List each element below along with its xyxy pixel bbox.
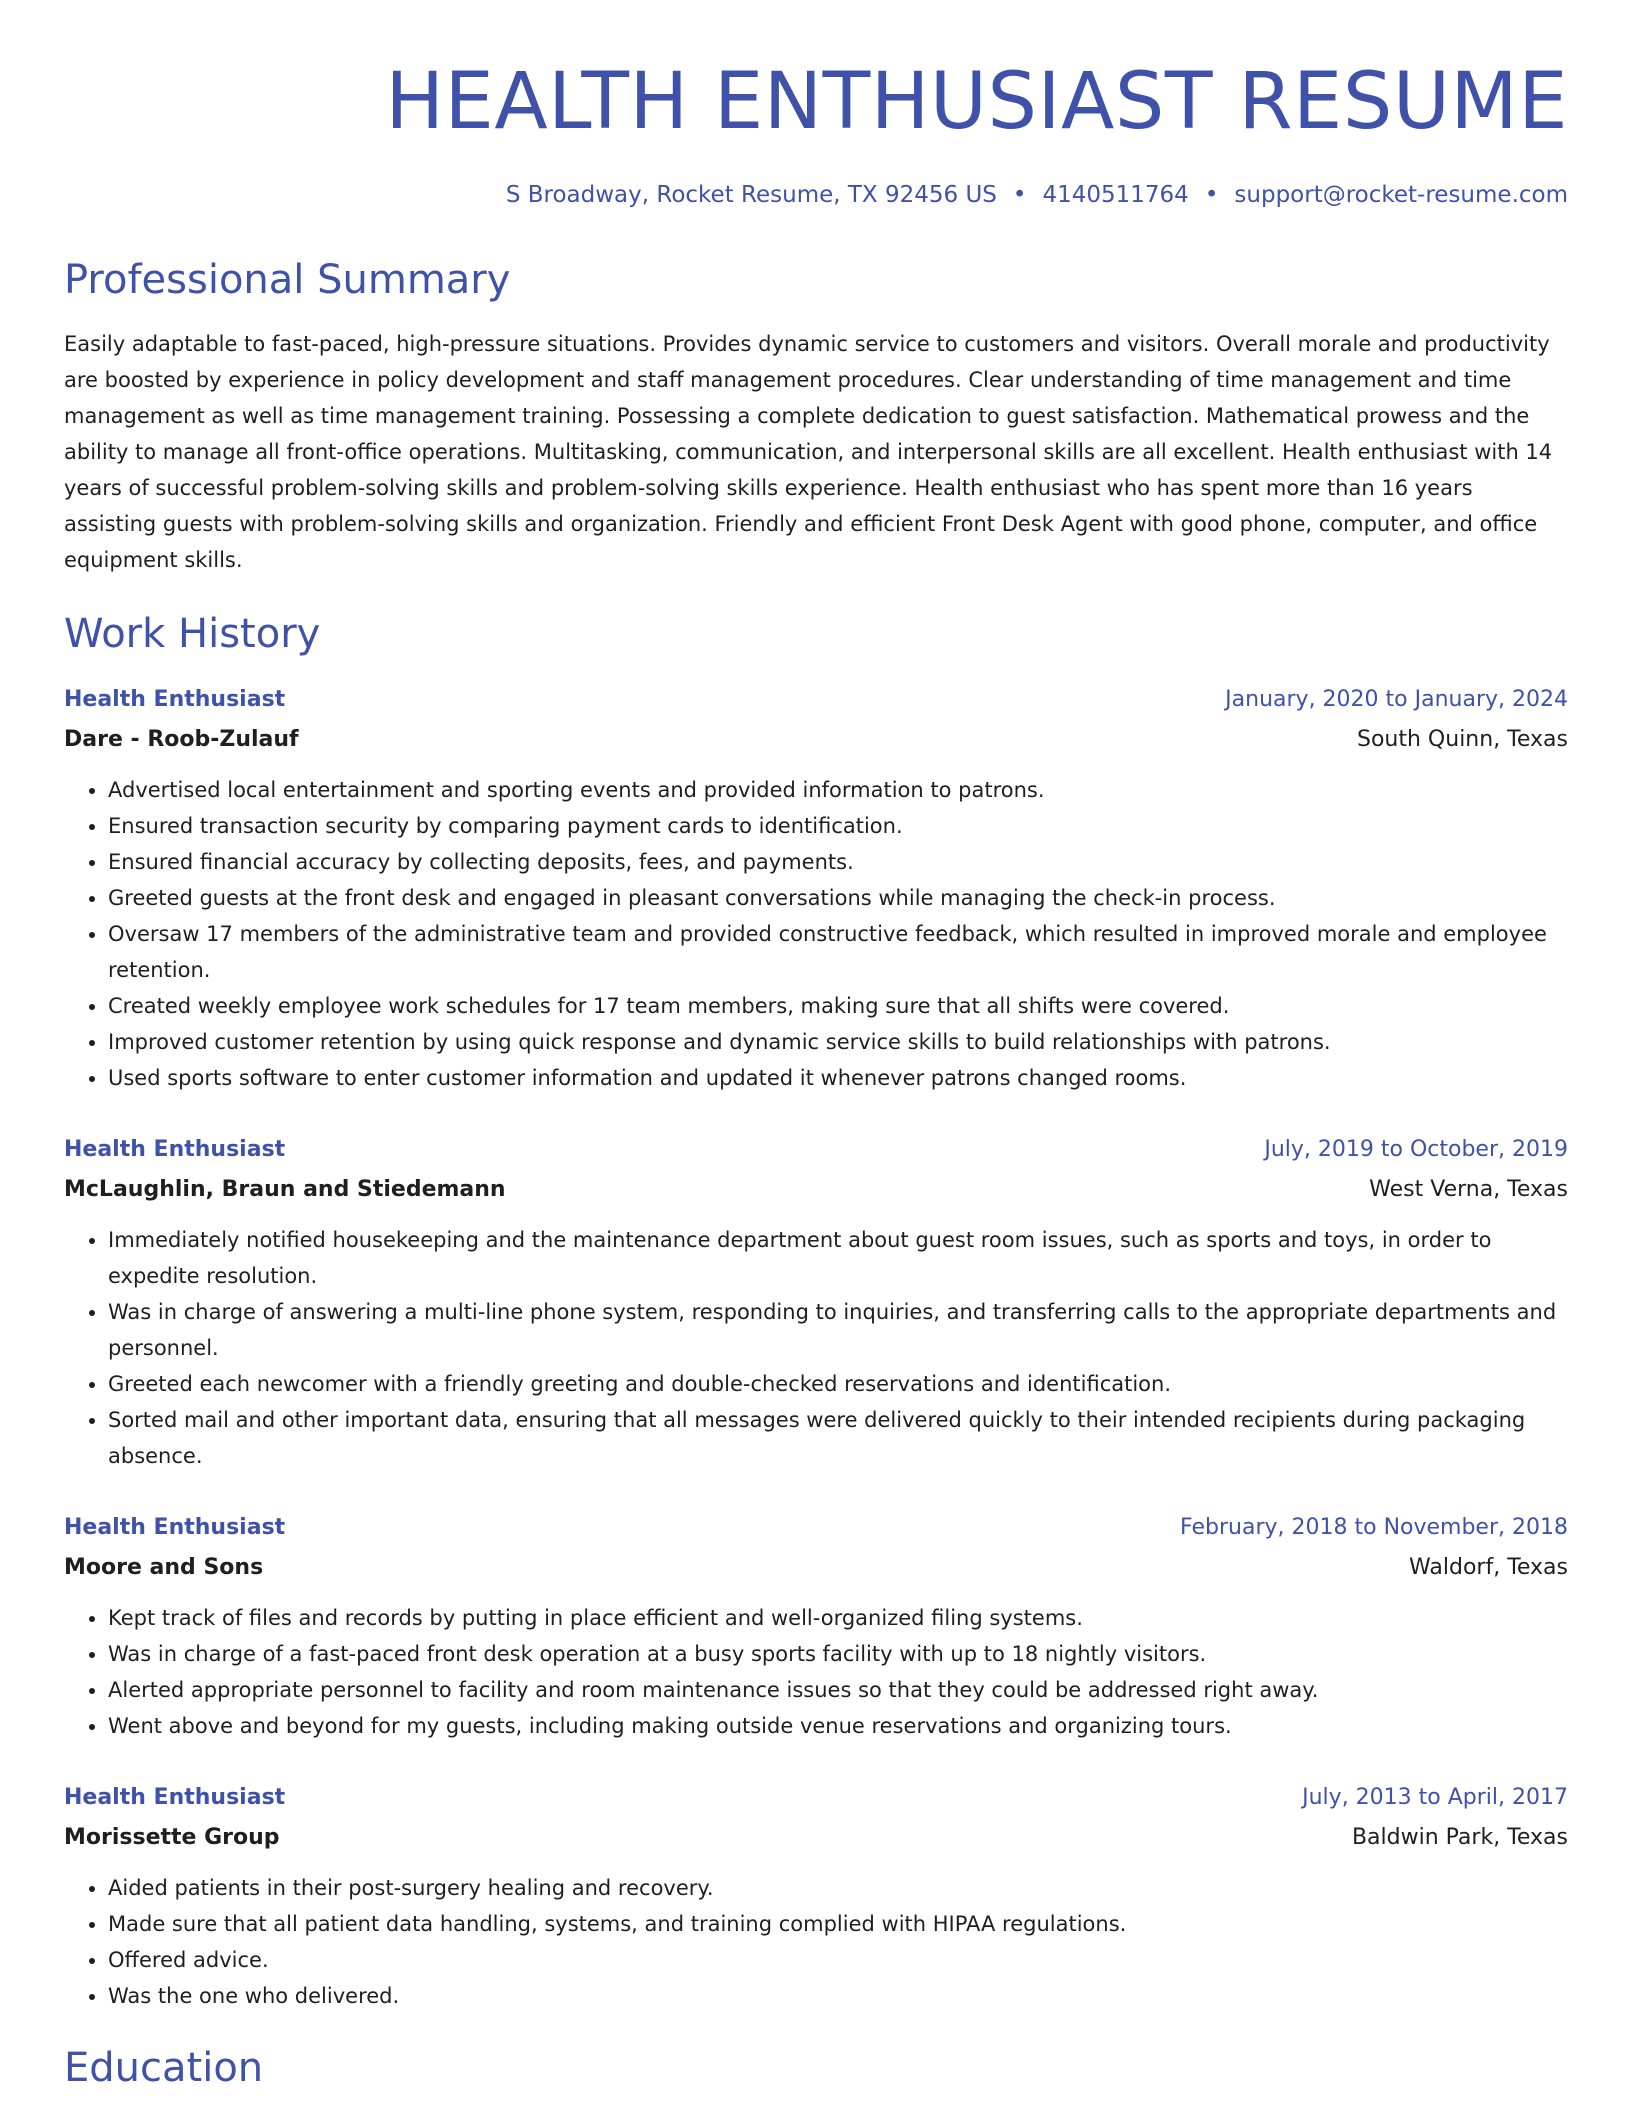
job-title: Health Enthusiast	[64, 1515, 286, 1540]
job-bullet: • Used sports software to enter customer information and updated it whenever patrons changed rooms.	[108, 1060, 1568, 1096]
job-bullets	[64, 1600, 1568, 1744]
contact-address: S Broadway, Rocket Resume, TX 92456 US	[505, 182, 997, 208]
job-bullet: • Advertised local entertainment and sporting events and provided information to patrons.	[108, 772, 1568, 808]
job-bullet: • Greeted guests at the front desk and engaged in pleasant conversations while managing the check-in process.	[108, 880, 1568, 916]
job-bullet: • Alerted appropriate personnel to facility and room maintenance issues so that they could be addressed right away.	[108, 1672, 1568, 1708]
job-bullet: • Improved customer retention by using quick response and dynamic service skills to build relationships with patrons.	[108, 1024, 1568, 1060]
job-bullet: • Oversaw 17 members of the administrative team and provided constructive feedback, which resulted in improved morale and employee retention.	[108, 916, 1568, 988]
job-bullet: • Was in charge of answering a multi-line phone system, responding to inquiries, and transferring calls to the appropriate departments and personnel.	[108, 1294, 1568, 1366]
resume-title: HEALTH ENTHUSIAST RESUME	[385, 57, 1568, 147]
job-bullet: • Greeted each newcomer with a friendly greeting and double-checked reservations and identification.	[108, 1366, 1568, 1402]
job-location: South Quinn, Texas	[1357, 727, 1568, 752]
job-dates: July, 2019 to October, 2019	[1264, 1137, 1568, 1162]
contact-separator: •	[1204, 182, 1219, 208]
job-company: McLaughlin, Braun and Stiedemann	[64, 1177, 506, 1202]
contact-separator: •	[1012, 182, 1027, 208]
job-location: Baldwin Park, Texas	[1351, 1825, 1568, 1850]
job-bullets	[64, 1222, 1568, 1474]
job-bullet: • Was the one who delivered.	[108, 1978, 1568, 2014]
contact-line	[64, 178, 1568, 212]
job-bullet: • Created weekly employee work schedules for 17 team members, making sure that all shifts were covered.	[108, 988, 1568, 1024]
job-title: Health Enthusiast	[64, 1137, 286, 1162]
job-bullet: • Ensured transaction security by comparing payment cards to identification.	[108, 808, 1568, 844]
job-bullet: • Aided patients in their post-surgery healing and recovery.	[108, 1870, 1568, 1906]
job-title: Health Enthusiast	[64, 1785, 286, 1810]
job-bullet: • Offered advice.	[108, 1942, 1568, 1978]
job-bullet: • Went above and beyond for my guests, including making outside venue reservations and organizing tours.	[108, 1708, 1568, 1744]
job-title: Health Enthusiast	[64, 687, 286, 712]
job-dates: February, 2018 to November, 2018	[1180, 1515, 1568, 1540]
job-bullet: • Kept track of files and records by putting in place efficient and well-organized filing systems.	[108, 1600, 1568, 1636]
resume-header	[64, 50, 1568, 212]
job-dates: July, 2013 to April, 2017	[1302, 1785, 1568, 1810]
job-bullet: • Was in charge of a fast-paced front desk operation at a busy sports facility with up to 18 nightly visitors.	[108, 1636, 1568, 1672]
work-history-heading: Work History	[64, 611, 321, 657]
summary-text: Easily adaptable to fast-paced, high-pressure situations. Provides dynamic service to customers and visitors. Overall morale and productivity are boosted by experience in policy development and staff management procedures. Clear understanding of time management and time management as well as time management training. Possessing a complete dedication to guest satisfaction. Mathematical prowess and the ability to manage all front-office operations. Multitasking, communication, and interpersonal skills are all excellent. Health enthusiast with 14 years of successful problem-solving skills and problem-solving skills experience. Health enthusiast who has spent more than 16 years assisting guests with problem-solving skills and organization. Friendly and efficient Front Desk Agent with good phone, computer, and office equipment skills.	[64, 332, 1553, 572]
job-company: Morissette Group	[64, 1825, 280, 1850]
job-entry	[64, 1510, 1568, 1744]
job-entry	[64, 682, 1568, 1096]
job-entry	[64, 1132, 1568, 1474]
job-bullet: • Ensured financial accuracy by collecting deposits, fees, and payments.	[108, 844, 1568, 880]
job-company: Moore and Sons	[64, 1555, 264, 1580]
summary-heading: Professional Summary	[64, 257, 511, 303]
job-bullets	[64, 772, 1568, 1096]
job-entry	[64, 1780, 1568, 2014]
job-location: Waldorf, Texas	[1409, 1555, 1568, 1580]
job-location: West Verna, Texas	[1369, 1177, 1568, 1202]
job-bullet: • Made sure that all patient data handling, systems, and training complied with HIPAA regulations.	[108, 1906, 1568, 1942]
job-bullet: • Immediately notified housekeeping and the maintenance department about guest room issues, such as sports and toys, in order to expedite resolution.	[108, 1222, 1568, 1294]
job-dates: January, 2020 to January, 2024	[1225, 687, 1568, 712]
resume-page	[64, 50, 1568, 2096]
job-bullet: • Sorted mail and other important data, ensuring that all messages were delivered quickly to their intended recipients during packaging absence.	[108, 1402, 1568, 1474]
education-heading: Education	[64, 2045, 264, 2091]
job-company: Dare - Roob-Zulauf	[64, 727, 299, 752]
contact-email: support@rocket-resume.com	[1234, 182, 1568, 208]
job-bullets	[64, 1870, 1568, 2014]
contact-phone: 4140511764	[1042, 182, 1189, 208]
